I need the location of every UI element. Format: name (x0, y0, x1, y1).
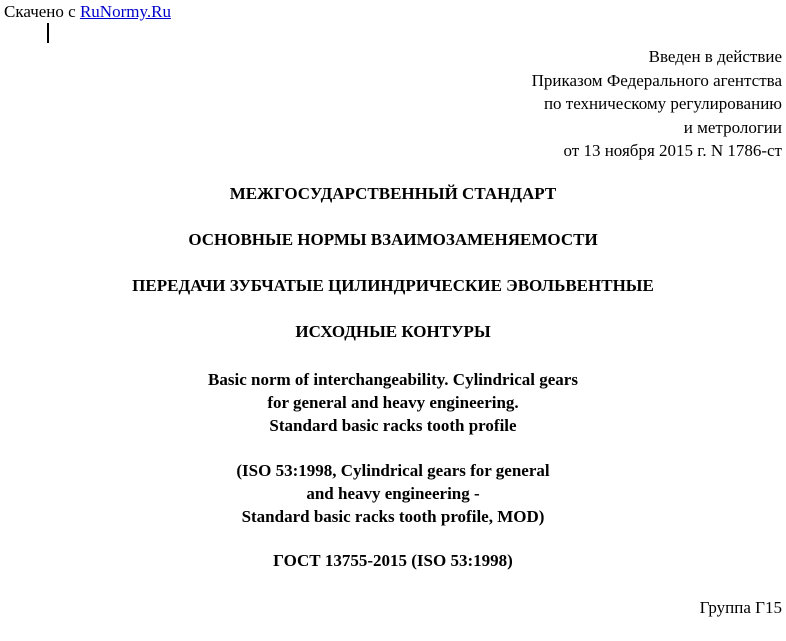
heading-basic-norms: ОСНОВНЫЕ НОРМЫ ВЗАИМОЗАМЕНЯЕМОСТИ (188, 230, 598, 249)
english-title (0, 368, 786, 437)
introduction-block (532, 45, 782, 163)
intro-line-1: Введен в действие (648, 47, 782, 66)
standard-designation: ГОСТ 13755-2015 (ISO 53:1998) (273, 551, 513, 570)
text-cursor (47, 23, 49, 43)
iso-reference-line-3: Standard basic racks tooth profile, MOD) (241, 507, 545, 526)
heading-gears: ПЕРЕДАЧИ ЗУБЧАТЫЕ ЦИЛИНДРИЧЕСКИЕ ЭВОЛЬВЕНТНЫЕ (132, 276, 654, 295)
iso-reference (0, 459, 786, 528)
english-title-line-2: for general and heavy engineering. (267, 393, 519, 412)
intro-line-4: и метрологии (683, 117, 782, 137)
intro-line-3: по техническому регулированию (543, 94, 782, 113)
english-title-line-3: Standard basic racks tooth profile (269, 416, 517, 435)
group-code: Группа Г15 (699, 598, 782, 617)
source-link[interactable]: RuNormy.Ru (79, 2, 171, 21)
heading-interstate-standard: МЕЖГОСУДАРСТВЕННЫЙ СТАНДАРТ (229, 184, 557, 203)
english-title-line-1: Basic norm of interchangeability. Cylindrical gears (208, 370, 578, 389)
iso-reference-line-2: and heavy engineering - (306, 484, 480, 503)
source-prefix: Скачено с (4, 2, 80, 21)
intro-line-5: от 13 ноября 2015 г. N 1786-ст (563, 141, 782, 160)
heading-basic-contours: ИСХОДНЫЕ КОНТУРЫ (295, 322, 491, 341)
intro-line-2: Приказом Федерального агентства (531, 70, 782, 90)
source-line (4, 2, 171, 22)
iso-reference-line-1: (ISO 53:1998, Cylindrical gears for general (236, 461, 550, 480)
